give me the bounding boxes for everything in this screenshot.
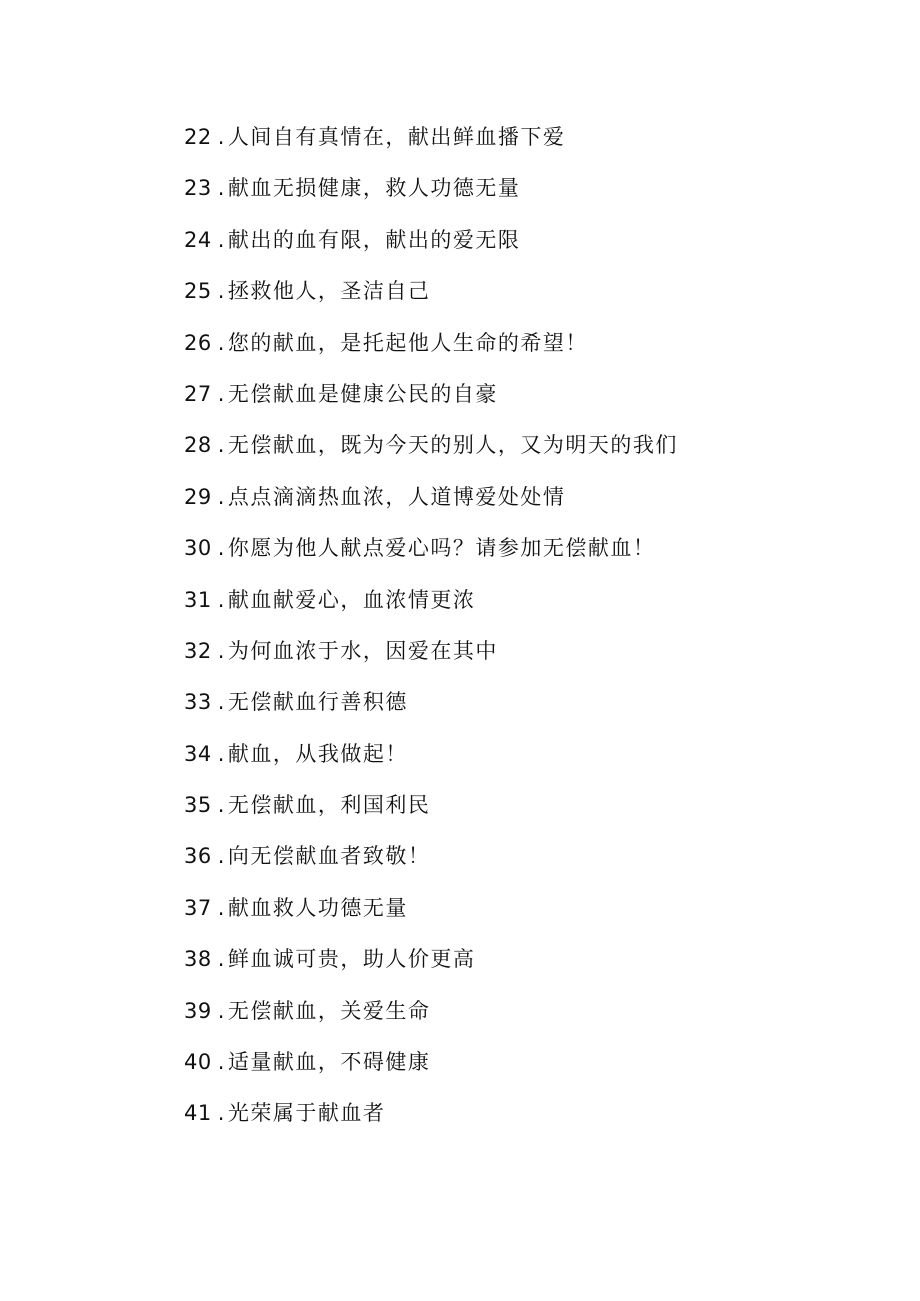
item-text: 献血无损健康，救人功德无量 [227, 176, 521, 201]
item-text: 无偿献血是健康公民的自豪 [227, 381, 498, 406]
item-text: 适量献血，不碍健康 [227, 1050, 431, 1075]
item-number: 31 [184, 587, 212, 612]
item-text: 无偿献血，利国利民 [227, 793, 431, 818]
item-number: 35 [184, 793, 212, 818]
item-text: 点点滴滴热血浓，人道博爱处处情 [227, 484, 566, 509]
item-text: 您的献血，是托起他人生命的希望！ [227, 330, 588, 355]
item-separator: . [217, 381, 226, 406]
list-item [184, 171, 678, 222]
item-text: 无偿献血行善积德 [227, 690, 408, 715]
list-item [184, 1045, 678, 1096]
item-number: 34 [184, 741, 212, 766]
item-separator: . [217, 1101, 226, 1126]
item-number: 41 [184, 1101, 212, 1126]
item-separator: . [217, 638, 226, 663]
item-number: 33 [184, 690, 212, 715]
item-number: 38 [184, 947, 212, 972]
item-text: 向无偿献血者致敬！ [227, 844, 431, 869]
list-item [184, 737, 678, 788]
item-separator: . [217, 484, 226, 509]
item-text: 人间自有真情在，献出鲜血播下爱 [227, 125, 566, 149]
list-item [184, 685, 678, 736]
item-text: 光荣属于献血者 [227, 1101, 386, 1126]
slogan-list [184, 120, 678, 1148]
item-separator: . [217, 433, 226, 458]
list-item [184, 994, 678, 1045]
item-separator: . [217, 587, 226, 612]
item-separator: . [217, 279, 226, 304]
item-separator: . [217, 125, 226, 149]
list-item [184, 634, 678, 685]
item-separator: . [217, 998, 226, 1023]
item-separator: . [217, 1050, 226, 1075]
item-separator: . [217, 793, 226, 818]
item-separator: . [217, 947, 226, 972]
item-number: 36 [184, 844, 212, 869]
item-number: 30 [184, 536, 212, 561]
list-item [184, 531, 678, 582]
item-separator: . [217, 330, 226, 355]
item-separator: . [217, 690, 226, 715]
item-separator: . [217, 536, 226, 561]
item-number: 37 [184, 895, 212, 920]
item-number: 25 [184, 279, 212, 304]
item-text: 鲜血诚可贵，助人价更高 [227, 947, 476, 972]
item-text: 献出的血有限，献出的爱无限 [227, 227, 521, 252]
item-separator: . [217, 227, 226, 252]
item-text: 献血，从我做起！ [227, 741, 408, 766]
item-number: 22 [184, 125, 212, 149]
item-number: 26 [184, 330, 212, 355]
list-item [184, 326, 678, 377]
item-number: 27 [184, 381, 212, 406]
list-item [184, 583, 678, 634]
item-text: 献血献爱心，血浓情更浓 [227, 587, 476, 612]
list-item [184, 223, 678, 274]
item-separator: . [217, 895, 226, 920]
item-separator: . [217, 741, 226, 766]
list-item [184, 120, 678, 171]
list-item [184, 1096, 678, 1147]
list-item [184, 480, 678, 531]
item-text: 你愿为他人献点爱心吗？请参加无偿献血！ [227, 536, 656, 561]
list-item [184, 377, 678, 428]
list-item [184, 274, 678, 325]
list-item [184, 839, 678, 890]
item-number: 32 [184, 638, 212, 663]
list-item [184, 942, 678, 993]
item-number: 39 [184, 998, 212, 1023]
list-item [184, 788, 678, 839]
item-number: 29 [184, 484, 212, 509]
item-number: 24 [184, 227, 212, 252]
item-text: 无偿献血，既为今天的别人，又为明天的我们 [227, 433, 678, 458]
item-separator: . [217, 844, 226, 869]
item-separator: . [217, 176, 226, 201]
item-number: 23 [184, 176, 212, 201]
item-text: 拯救他人，圣洁自己 [227, 279, 431, 304]
item-text: 献血救人功德无量 [227, 895, 408, 920]
item-number: 40 [184, 1050, 212, 1075]
item-number: 28 [184, 433, 212, 458]
list-item [184, 891, 678, 942]
list-item [184, 428, 678, 479]
item-text: 无偿献血，关爱生命 [227, 998, 431, 1023]
item-text: 为何血浓于水，因爱在其中 [227, 638, 498, 663]
